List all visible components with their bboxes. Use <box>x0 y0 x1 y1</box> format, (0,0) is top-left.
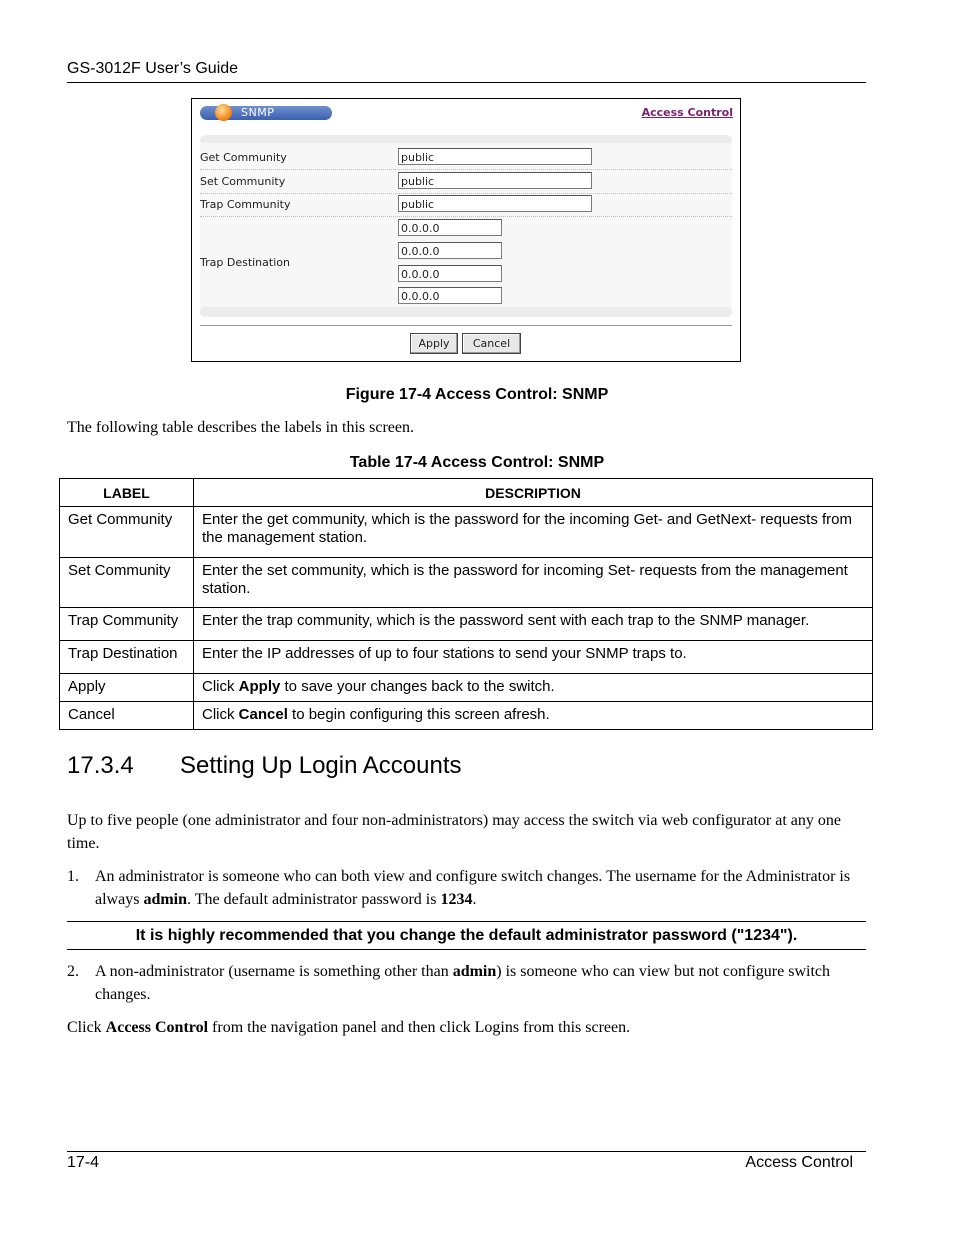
note-box: It is highly recommended that you change the default administrator password ("1234"). <box>67 921 866 950</box>
trap-community-label: Trap Community <box>200 198 291 211</box>
snmp-tab[interactable] <box>200 106 332 120</box>
trap-destination-label: Trap Destination <box>200 256 290 269</box>
table-row <box>60 608 873 641</box>
trap-destination-input-4[interactable]: 0.0.0.0 <box>398 287 502 304</box>
desc-bold: Cancel <box>238 706 288 723</box>
cell-label: Apply <box>60 674 194 702</box>
bold-run: Access Control <box>105 1019 209 1036</box>
row-divider <box>200 216 732 217</box>
trap-destination-input-2[interactable]: 0.0.0.0 <box>398 242 502 259</box>
figure-caption: Figure 17-4 Access Control: SNMP <box>345 386 609 403</box>
paragraph-1: Up to five people (one administrator and four non-administrators) may access the switch via web configurator at any one time. <box>67 812 841 852</box>
access-control-link[interactable]: Access Control <box>641 106 733 119</box>
list-text <box>95 865 857 911</box>
row-divider <box>200 193 732 194</box>
cell-description: Enter the set community, which is the password for incoming Set- requests from the management station. <box>194 558 873 608</box>
table-row <box>60 507 873 558</box>
paragraph-2 <box>67 1016 857 1039</box>
desc-text: Click <box>202 678 239 695</box>
cell-label: Trap Community <box>60 608 194 641</box>
footer-rule <box>67 1151 866 1152</box>
apply-button[interactable]: Apply <box>410 333 458 354</box>
trap-destination-input-3[interactable]: 0.0.0.0 <box>398 265 502 282</box>
page-header <box>67 60 866 83</box>
cell-label: Cancel <box>60 702 194 730</box>
orange-ball-icon <box>215 104 232 121</box>
button-divider <box>200 325 732 326</box>
col-header-description: DESCRIPTION <box>194 479 873 507</box>
list-number: 2. <box>67 963 79 980</box>
description-table <box>59 478 873 730</box>
snmp-tab-label: SNMP <box>241 106 275 119</box>
row-divider <box>200 169 732 170</box>
list-number: 1. <box>67 868 79 885</box>
cell-description: Enter the IP addresses of up to four stations to send your SNMP traps to. <box>194 641 873 674</box>
trap-destination-input-1[interactable]: 0.0.0.0 <box>398 219 502 236</box>
table-row <box>60 558 873 608</box>
col-header-label: LABEL <box>60 479 194 507</box>
cancel-button[interactable]: Cancel <box>462 333 521 354</box>
cell-description: Enter the get community, which is the password for the incoming Get- and GetNext- requests from the management station. <box>194 507 873 558</box>
text-run: from the navigation panel and then click Logins from this screen. <box>208 1019 631 1036</box>
text-run: ) is someone who can view but not configure switch changes. <box>95 963 830 1003</box>
footer-section: Access Control <box>745 1154 853 1171</box>
section-number: 17.3.4 <box>67 752 134 779</box>
cell-description <box>194 674 873 702</box>
desc-text: to begin configuring this screen afresh. <box>287 706 550 723</box>
section-title: Setting Up Login Accounts <box>180 752 462 779</box>
trap-community-input[interactable]: public <box>398 195 592 212</box>
cell-label: Get Community <box>60 507 194 558</box>
bottom-band <box>200 307 732 317</box>
table-row <box>60 641 873 674</box>
table-row <box>60 674 873 702</box>
text-run: . <box>472 891 477 908</box>
snmp-screenshot <box>191 98 741 362</box>
text-run: A non-administrator (username is something other than <box>95 963 453 980</box>
get-community-input[interactable]: public <box>398 148 592 165</box>
guide-title: GS-3012F User’s Guide <box>67 60 239 77</box>
cell-description <box>194 702 873 730</box>
page-number: 17-4 <box>67 1154 100 1171</box>
cell-label: Trap Destination <box>60 641 194 674</box>
text-run: An administrator is someone who can both view and configure switch changes. The username for the Administrator is always <box>95 868 851 908</box>
cell-description: Enter the trap community, which is the password sent with each trap to the SNMP manager. <box>194 608 873 641</box>
desc-bold: Apply <box>238 678 281 695</box>
list-text <box>95 960 857 1006</box>
list-item-2 <box>67 960 857 1006</box>
table-header-row <box>60 479 873 507</box>
text-run: Click <box>67 1019 106 1036</box>
intro-text: The following table describes the labels in this screen. <box>67 419 415 436</box>
text-run: . The default administrator password is <box>187 891 441 908</box>
bold-run: 1234 <box>440 891 473 908</box>
bold-run: admin <box>452 963 497 980</box>
desc-text: Click <box>202 706 239 723</box>
list-item-1 <box>67 865 857 911</box>
set-community-input[interactable]: public <box>398 172 592 189</box>
table-row <box>60 702 873 730</box>
table-caption: Table 17-4 Access Control: SNMP <box>349 454 605 471</box>
set-community-label: Set Community <box>200 175 286 188</box>
get-community-label: Get Community <box>200 151 287 164</box>
section-heading <box>67 752 462 780</box>
bold-run: admin <box>143 891 188 908</box>
desc-text: to save your changes back to the switch. <box>280 678 555 695</box>
cell-label: Set Community <box>60 558 194 608</box>
